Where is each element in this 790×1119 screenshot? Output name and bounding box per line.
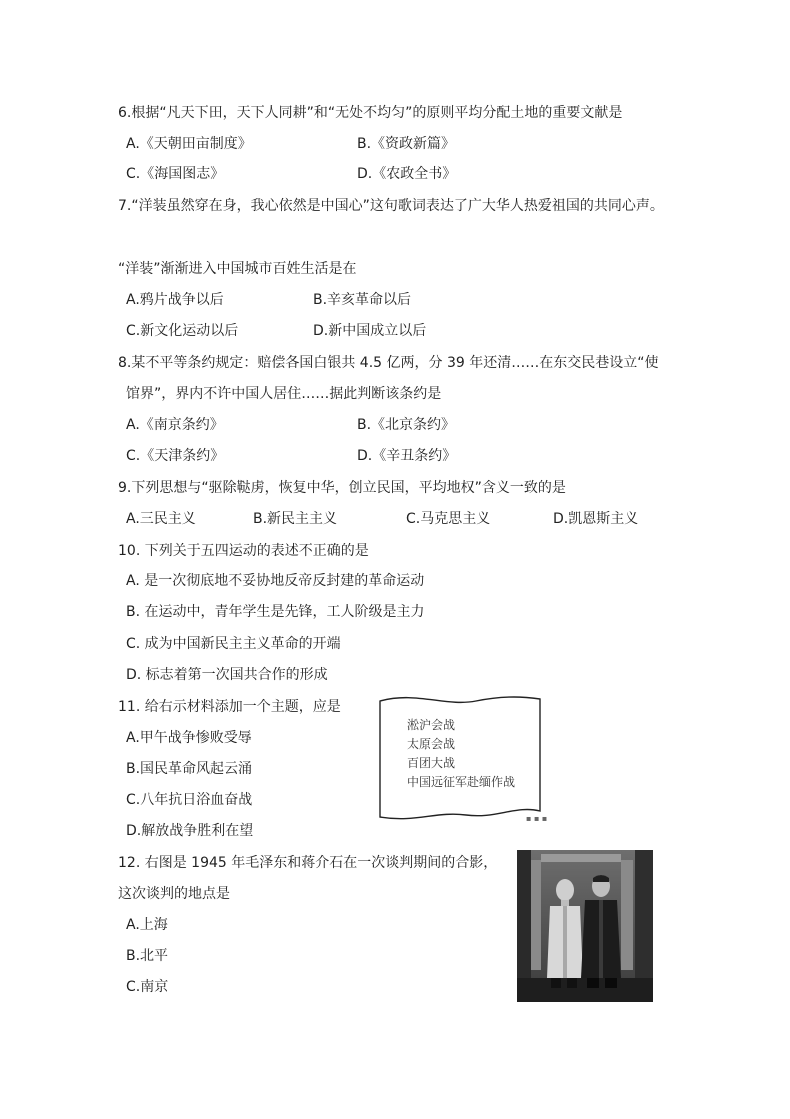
banner-marks: ▪ ▪ ▪: [526, 814, 548, 823]
q12-option-b: B.北平: [126, 948, 169, 964]
q8-option-c: C.《天津条约》: [126, 448, 225, 464]
q6-option-b: B.《资政新篇》: [357, 136, 456, 152]
q7-stem-line1: 7.“洋装虽然穿在身，我心依然是中国心”这句歌词表达了广大华人热爱祖国的共同心声。: [118, 198, 664, 214]
q9-option-c: C.马克思主义: [406, 511, 491, 527]
q10-stem: 10. 下列关于五四运动的表述不正确的是: [118, 543, 369, 559]
q12-option-a: A.上海: [126, 917, 168, 933]
q12-stem-line2: 这次谈判的地点是: [118, 886, 230, 902]
q11-option-a: A.甲午战争惨败受辱: [126, 730, 252, 746]
q10-option-a: A. 是一次彻底地不妥协地反帝反封建的革命运动: [126, 573, 425, 589]
q6-option-a: A.《天朝田亩制度》: [126, 136, 252, 152]
q7-stem-line2: “洋装”渐渐进入中国城市百姓生活是在: [118, 261, 357, 277]
q8-option-b: B.《北京条约》: [357, 417, 456, 433]
q9-stem: 9.下列思想与“驱除鞑虏，恢复中华，创立民国，平均地权”含义一致的是: [118, 480, 566, 496]
q11-option-b: B.国民革命风起云涌: [126, 761, 253, 777]
banner-line-expedition: 中国远征军赴缅作战: [407, 775, 516, 789]
q6-option-c: C.《海国图志》: [126, 166, 225, 182]
q12-stem-line1: 12. 右图是 1945 年毛泽东和蒋介石在一次谈判期间的合影，: [118, 855, 498, 871]
q12-option-c: C.南京: [126, 979, 169, 995]
q11-option-c: C.八年抗日浴血奋战: [126, 792, 253, 808]
q7-option-b: B.辛亥革命以后: [313, 292, 412, 308]
q9-option-b: B.新民主主义: [253, 511, 338, 527]
q10-option-b: B. 在运动中，青年学生是先锋，工人阶级是主力: [126, 604, 425, 620]
q7-option-a: A.鸦片战争以后: [126, 292, 224, 308]
q6-stem: 6.根据“凡天下田，天下人同耕”和“无处不均匀”的原则平均分配土地的重要文献是: [118, 105, 623, 121]
q10-option-d: D. 标志着第一次国共合作的形成: [126, 667, 328, 683]
q8-stem-line1: 8.某不平等条约规定：赔偿各国白银共 4.5 亿两，分 39 年还清……在东交民巷设立“使: [118, 355, 659, 371]
banner-line-baituan: 百团大战: [407, 756, 456, 770]
historical-photo: [517, 850, 653, 1002]
material-banner-text: [407, 716, 515, 792]
q7-option-d: D.新中国成立以后: [313, 323, 427, 339]
q8-stem-line2: 馆界”，界内不许中国人居住……据此判断该条约是: [126, 386, 442, 402]
q11-stem: 11. 给右示材料添加一个主题，应是: [118, 699, 341, 715]
q10-option-c: C. 成为中国新民主主义革命的开端: [126, 636, 341, 652]
q11-option-d: D.解放战争胜利在望: [126, 823, 254, 839]
banner-line-songhu: 淞沪会战: [407, 718, 456, 732]
q8-option-a: A.《南京条约》: [126, 417, 224, 433]
q7-option-c: C.新文化运动以后: [126, 323, 239, 339]
q6-option-d: D.《农政全书》: [357, 166, 457, 182]
q8-option-d: D.《辛丑条约》: [357, 448, 457, 464]
q9-option-d: D.凯恩斯主义: [553, 511, 639, 527]
q9-option-a: A.三民主义: [126, 511, 196, 527]
banner-line-taiyuan: 太原会战: [407, 737, 456, 751]
